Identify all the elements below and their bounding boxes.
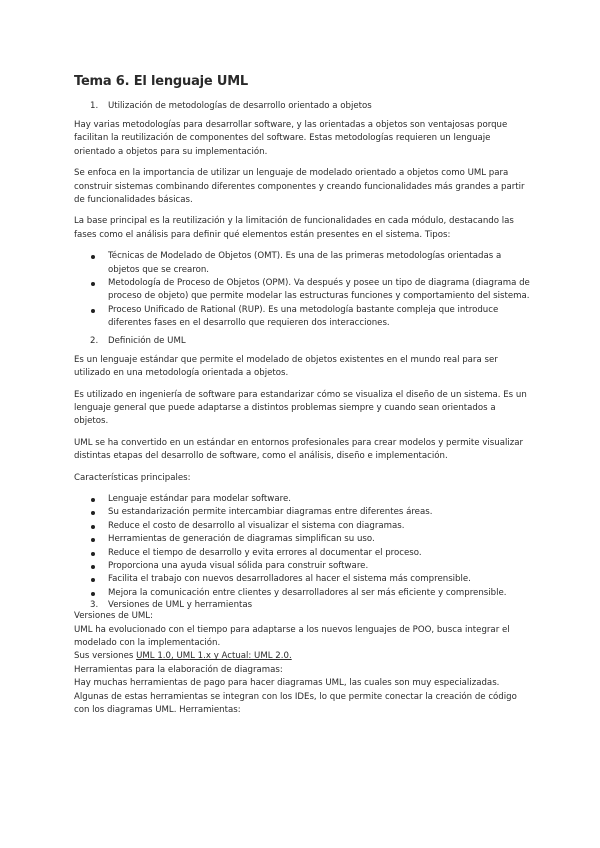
bullet-icon — [91, 552, 95, 556]
section-2-number: 2. — [90, 335, 99, 346]
bullet-icon — [91, 565, 95, 569]
section-2-paragraph-3: UML se ha convertido en un estándar en entornos profesionales para crear modelos y permite visualizar distintas etapas del desarrollo de software, como el análisis, diseño e implementación. — [74, 437, 524, 462]
section-1-paragraph-1: Hay varias metodologías para desarrollar software, y las orientadas a objetos son ventajosas porque facilitan la reutilización de componentes del software. Estas metodologías requieren un lenguaje orientado a objetos para su implementación. — [74, 120, 508, 157]
bullet-icon — [91, 592, 95, 596]
bullet-icon — [91, 538, 95, 542]
versions-label: Versiones de UML: — [74, 611, 153, 622]
list-item: Técnicas de Modelado de Objetos (OMT). Es una de las primeras metodologías orientadas a objetos que se crearon. — [74, 250, 530, 277]
section-3-title: Versiones de UML y herramientas — [108, 600, 253, 611]
section-3-number: 3. — [90, 600, 99, 611]
section-2-paragraph-2: Es utilizado en ingeniería de software para estandarizar cómo se visualiza el diseño de un sistema. Es un lenguaje general que puede adaptarse a distintos problemas siempre y cuando sean orientados a objetos. — [74, 389, 527, 427]
list-item: Su estandarización permite intercambiar diagramas entre diferentes áreas. — [74, 506, 530, 519]
section-1-paragraph-2: Se enfoca en la importancia de utilizar un lenguaje de modelado orientado a objetos como UML para construir sistemas combinando diferentes componentes y creando funcionalidades más grandes a partir de funcionalidades básicas. — [74, 168, 525, 206]
methodology-list — [74, 250, 530, 330]
versions-text: UML ha evolucionado con el tiempo para adaptarse a los nuevos lenguajes de POO, busca integrar el modelado con la implementación. — [74, 624, 510, 648]
list-item: Proporciona una ayuda visual sólida para construir software. — [74, 560, 530, 573]
list-item: Herramientas de generación de diagramas simplifican su uso. — [74, 533, 530, 546]
tools-text: Hay muchas herramientas de pago para hacer diagramas UML, las cuales son muy especializadas. Algunas de estas herramientas se integran con los IDEs, lo que permite conectar la creación de código con los diagramas UML. Herramientas: — [74, 678, 517, 716]
section-2-paragraph-1: Es un lenguaje estándar que permite el modelado de objetos existentes en el mundo real para ser utilizado en una metodología orientada a objetos. — [74, 354, 498, 379]
tools-label: Herramientas para la elaboración de diagramas: — [74, 664, 283, 675]
section-1-number: 1. — [90, 101, 99, 111]
characteristics-heading: Características principales: — [74, 472, 191, 483]
page-title: Tema 6. El lenguaje UML — [74, 74, 249, 89]
list-item: Lenguaje estándar para modelar software. — [74, 493, 530, 506]
bullet-icon — [91, 525, 95, 529]
list-item: Mejora la comunicación entre clientes y desarrolladores al ser más eficiente y comprensible. — [74, 587, 530, 600]
list-item: Reduce el costo de desarrollo al visualizar el sistema con diagramas. — [74, 520, 530, 533]
list-item: Facilita el trabajo con nuevos desarrolladores al hacer el sistema más comprensible. — [74, 573, 530, 586]
versions-line — [74, 650, 530, 663]
list-item: Reduce el tiempo de desarrollo y evita errores al documentar el proceso. — [74, 547, 530, 560]
bullet-icon — [91, 498, 95, 502]
bullet-icon — [91, 282, 95, 286]
versions-prefix: Sus versiones — [74, 651, 134, 662]
section-1-title: Utilización de metodologías de desarrollo orientado a objetos — [108, 101, 372, 111]
section-2-title: Definición de UML — [108, 335, 186, 346]
bullet-icon — [91, 255, 95, 259]
section-1-heading — [74, 101, 530, 111]
characteristics-list — [74, 493, 530, 600]
versions-list: UML 1.0, UML 1.x y Actual: UML 2.0. — [136, 651, 292, 662]
section-2-heading — [74, 336, 530, 346]
bullet-icon — [91, 309, 95, 313]
section-3-heading — [74, 600, 530, 610]
list-item: Proceso Unificado de Rational (RUP). Es una metodología bastante compleja que introduce diferentes fases en el desarrollo que requieren dos interacciones. — [74, 304, 530, 331]
bullet-icon — [91, 511, 95, 515]
list-item: Metodología de Proceso de Objetos (OPM). Va después y posee un tipo de diagrama (diagrama de proceso de objeto) que permite modelar las estructuras funciones y comportamiento del sistema. — [74, 277, 530, 304]
section-1-paragraph-3: La base principal es la reutilización y la limitación de funcionalidades en cada módulo, destacando las fases como el análisis para definir qué elementos están presentes en el sistema. Tipos: — [74, 216, 514, 240]
bullet-icon — [91, 578, 95, 582]
